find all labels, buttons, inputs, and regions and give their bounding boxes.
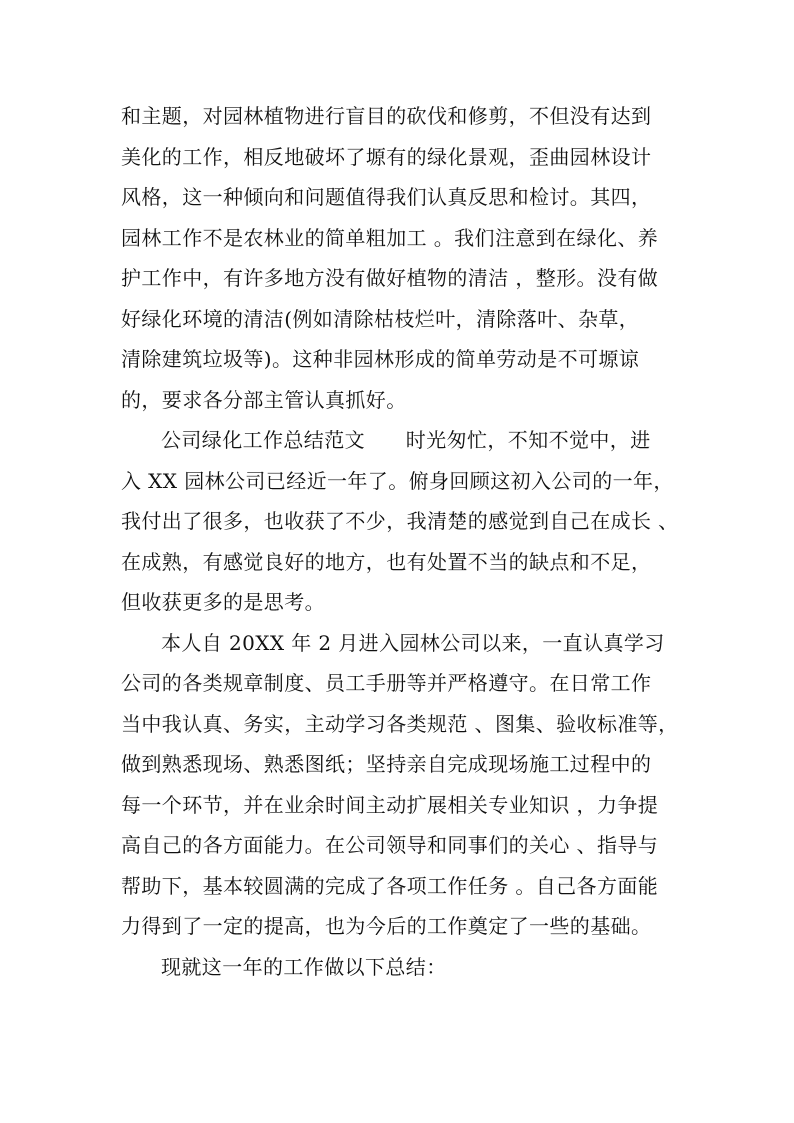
text-line: 清除建筑垃圾等)。这种非园林形成的简单劳动是不可塬谅 (121, 347, 640, 371)
body-text (121, 96, 681, 987)
text-line: 当中我认真、务实，主动学习各类规范 、图集、验收标准等， (121, 711, 679, 736)
text-line: 我付出了很多，也收获了不少，我清楚的感觉到自己在成长 、 (121, 509, 679, 533)
text-line: 高自己的各方面能力。在公司领导和同事们的关心 、指导与 (121, 833, 659, 857)
text-line: 美化的工作，相反地破坏了塬有的绿化景观，歪曲园林设计 (121, 144, 652, 169)
text-line: 风格，这一种倾向和问题值得我们认真反思和检讨。其四， (121, 185, 652, 209)
text-line: 入 XX 园林公司已经近一年了。俯身回顾这初入公司的一年， (121, 468, 674, 493)
paragraph-heading-line: 公司绿化工作总结范文 时光匆忙，不知不觉中，进 (161, 428, 651, 452)
text-line: 本人自 20XX 年 2 月进入园林公司以来，一直认真学习 (161, 630, 665, 655)
text-line: 做到熟悉现场、熟悉图纸；坚持亲自完成现场施工过程中的 (121, 752, 652, 776)
text-line: 园林工作不是农林业的简单粗加工 。我们注意到在绿化、养 (121, 225, 659, 250)
text-line: 每一个环节，并在业余时间主动扩展相关专业知识 ，力争提 (121, 792, 659, 817)
text-line: 的，要求各分部主管认真抓好。 (121, 387, 407, 412)
text-line: 现就这一年的工作做以下总结： (161, 954, 447, 979)
text-line: 帮助下，基本较圆满的完成了各项工作任务 。自己各方面能 (121, 873, 659, 898)
text-line: 但收获更多的是思考。 (121, 590, 325, 614)
text-line: 力得到了一定的提高，也为今后的工作奠定了一些的基础。 (121, 914, 652, 938)
text-line: 护工作中，有许多地方没有做好植物的清洁 ，整形。没有做 (121, 266, 659, 290)
text-line: 公司的各类规章制度、员工手册等并严格遵守。在日常工作 (121, 671, 652, 695)
text-line: 和主题，对园林植物进行盲目的砍伐和修剪，不但没有达到 (121, 104, 652, 128)
text-line: 好绿化环境的清洁(例如清除枯枝烂叶，清除落叶、杂草， (121, 306, 640, 331)
text-line: 在成熟，有感觉良好的地方，也有处置不当的缺点和不足， (121, 549, 652, 574)
